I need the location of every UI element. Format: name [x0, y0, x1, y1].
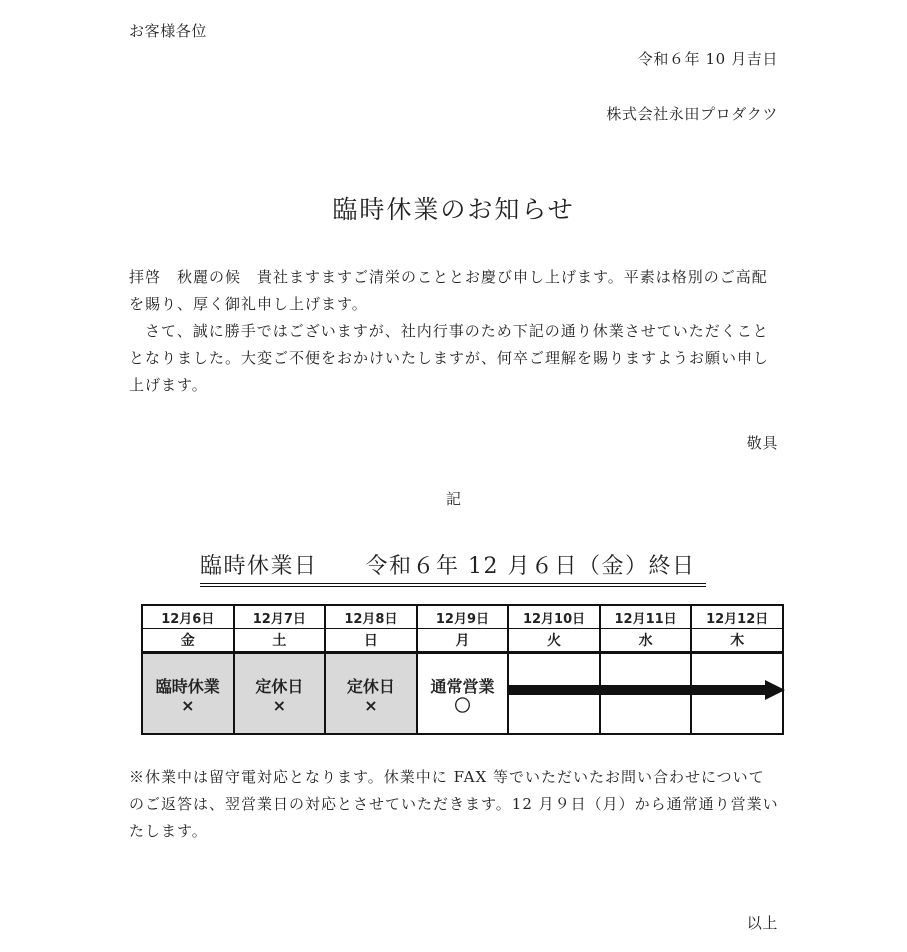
schedule-table [141, 604, 784, 735]
closing-ijo: 以上 [746, 914, 778, 932]
continuation-arrow-icon [507, 680, 785, 700]
status-mark: 〇 [454, 696, 471, 715]
status-mark: × [181, 696, 195, 715]
date-cell: 12月7日 [234, 605, 326, 629]
date-cell: 12月6日 [142, 605, 234, 629]
date-cell: 12月11日 [600, 605, 692, 629]
weekday-cell: 金 [142, 629, 234, 653]
status-label: 定休日 [255, 677, 304, 696]
weekday-cell: 土 [234, 629, 326, 653]
ki-heading: 記 [446, 490, 462, 508]
weekday-cell: 月 [417, 629, 509, 653]
status-label: 定休日 [346, 677, 395, 696]
date-cell: 12月12日 [691, 605, 783, 629]
date-cell: 12月9日 [417, 605, 509, 629]
greeting-paragraph: 拝啓 秋麗の候 貴社ますますご清栄のこととお慶び申し上げます。平素は格別のご高配を賜り、厚く御礼申し上げます。 [129, 268, 768, 313]
note-paragraph: ※休業中は留守電対応となります。休業中に FAX 等でいただいたお問い合わせについてのご返答は、翌営業日の対応とさせていただきます。12 月９日（月）から通常通り営業いたします。 [129, 768, 779, 840]
letter-date: 令和６年 10 月吉日 [637, 50, 778, 68]
weekday-cell: 木 [691, 629, 783, 653]
status-label: 臨時休業 [155, 677, 220, 696]
announcement-paragraph: さて、誠に勝手ではございますが、社内行事のため下記の通り休業させていただくこととなりました。大変ご不便をおかけいたしますが、何卒ご理解を賜りますようお願い申し上げます。 [129, 322, 770, 394]
weekday-cell: 日 [325, 629, 417, 653]
schedule-weekday-row [142, 629, 783, 653]
status-cell [234, 653, 326, 735]
status-cell [142, 653, 234, 735]
status-cell [417, 653, 509, 735]
status-mark: × [272, 696, 287, 715]
holiday-label: 臨時休業日 [200, 554, 318, 579]
weekday-cell: 水 [600, 629, 692, 653]
status-cell [325, 653, 417, 735]
closing-keigu: 敬具 [746, 434, 778, 452]
holiday-heading [200, 549, 706, 587]
page-title: 臨時休業のお知らせ [332, 195, 575, 224]
sender-company: 株式会社永田プロダクツ [606, 105, 778, 123]
date-cell: 12月8日 [325, 605, 417, 629]
status-label: 通常営業 [430, 677, 495, 696]
date-cell: 12月10日 [508, 605, 600, 629]
schedule-date-row [142, 605, 783, 629]
status-mark: × [364, 696, 378, 715]
recipient: お客様各位 [129, 22, 208, 40]
holiday-date: 令和６年 12 月６日（金）終日 [365, 554, 696, 579]
weekday-cell: 火 [508, 629, 600, 653]
